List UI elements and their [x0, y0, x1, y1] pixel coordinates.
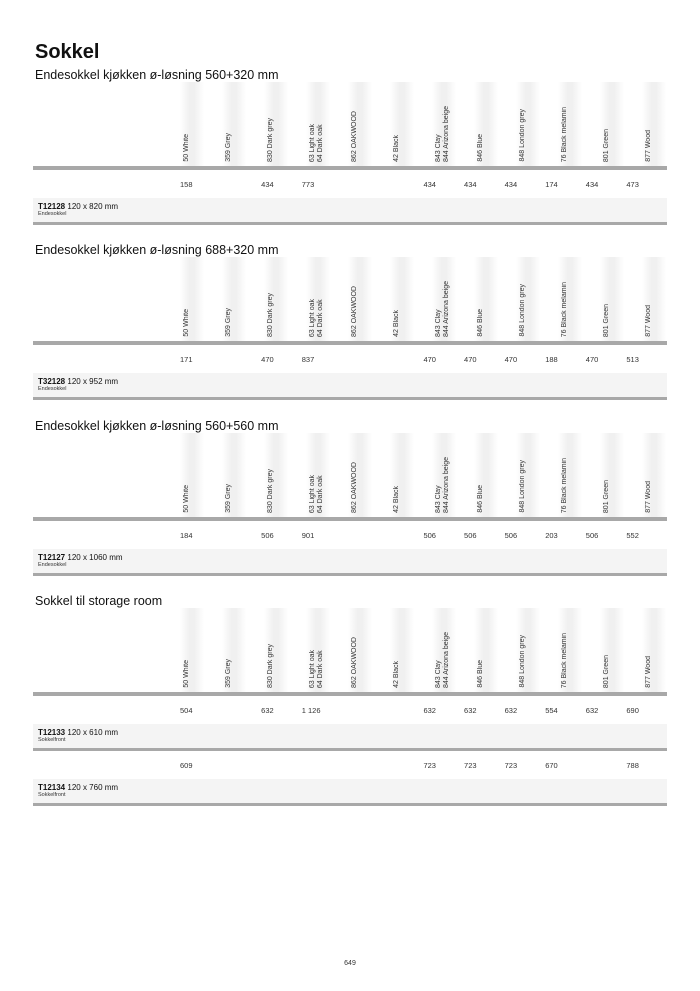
product-size: 120 x 760 mm — [67, 783, 119, 792]
page-number: 649 — [344, 960, 356, 967]
product-code: T12128 — [38, 202, 66, 211]
column-label: 63 Light oak 64 Dark oak — [309, 298, 324, 337]
color-column-header — [218, 608, 260, 692]
price-cell: 552 — [626, 530, 639, 540]
divider — [33, 222, 667, 225]
product-code: T12127 — [38, 553, 66, 562]
column-label: 50 White — [183, 134, 190, 162]
product-size: 120 x 610 mm — [67, 728, 119, 737]
price-cell: 690 — [626, 705, 639, 715]
color-column-header — [218, 433, 260, 517]
color-column-header — [470, 82, 512, 166]
product-description: Endesokkel — [38, 211, 67, 217]
color-column-header — [638, 433, 680, 517]
price-cell: 434 — [585, 179, 599, 189]
price-cell: 632 — [504, 705, 518, 715]
column-label: 843 Clay 844 Arizona beige — [435, 456, 450, 513]
color-column-header — [470, 257, 512, 341]
column-label: 50 White — [183, 660, 190, 688]
product-row — [33, 724, 667, 748]
color-column-header — [260, 82, 302, 166]
divider — [33, 803, 667, 806]
product-description: Endesokkel — [38, 386, 67, 392]
column-header — [33, 608, 667, 692]
price-row — [33, 696, 667, 724]
column-label: 862 OAKWOOD — [351, 637, 358, 688]
color-column-header — [554, 608, 596, 692]
color-column-header — [344, 608, 386, 692]
product-row — [33, 373, 667, 397]
column-label: 76 Black melamin — [561, 106, 568, 162]
price-cell: 837 — [301, 354, 315, 364]
price-row — [33, 345, 667, 373]
color-column-header — [512, 608, 554, 692]
price-section — [33, 68, 667, 225]
color-column-header — [386, 608, 428, 692]
column-label: 830 Dark grey — [267, 118, 274, 162]
product-description: Endesokkel — [38, 562, 67, 568]
price-cell: 506 — [504, 530, 518, 540]
color-column-header — [596, 433, 638, 517]
price-cell: 723 — [423, 760, 436, 770]
color-column-header — [638, 257, 680, 341]
price-cell: 1 126 — [301, 705, 321, 715]
price-row — [33, 751, 667, 779]
column-label: 42 Black — [393, 486, 400, 513]
price-cell: 723 — [504, 760, 518, 770]
price-cell: 506 — [464, 530, 477, 540]
color-column-header — [386, 257, 428, 341]
column-label: 50 White — [183, 309, 190, 337]
price-cell: 434 — [464, 179, 477, 189]
price-cell: 609 — [180, 760, 193, 770]
divider — [33, 573, 667, 576]
column-label: 830 Dark grey — [267, 293, 274, 337]
color-column-header — [386, 433, 428, 517]
column-label: 848 London grey — [519, 284, 526, 337]
price-cell: 632 — [585, 705, 599, 715]
price-cell: 632 — [464, 705, 477, 715]
column-label: 862 OAKWOOD — [351, 111, 358, 162]
product-code: T32128 — [38, 377, 66, 386]
color-column-header — [470, 608, 512, 692]
price-cell: 203 — [545, 530, 558, 540]
color-column-header — [512, 257, 554, 341]
color-column-header — [176, 433, 218, 517]
column-label: 877 Wood — [645, 656, 652, 688]
divider — [33, 397, 667, 400]
color-column-header — [302, 433, 344, 517]
price-cell: 470 — [423, 354, 436, 364]
color-column-header — [260, 433, 302, 517]
product-code: T12134 — [38, 783, 66, 792]
color-column-header — [344, 257, 386, 341]
color-column-header — [344, 82, 386, 166]
column-header — [33, 257, 667, 341]
color-column-header — [638, 82, 680, 166]
price-cell: 434 — [423, 179, 436, 189]
column-label: 76 Black melamin — [561, 632, 568, 688]
color-column-header — [554, 82, 596, 166]
color-column-header — [176, 608, 218, 692]
column-header — [33, 82, 667, 166]
column-label: 848 London grey — [519, 109, 526, 162]
price-cell: 506 — [261, 530, 274, 540]
color-column-header — [218, 257, 260, 341]
column-label: 63 Light oak 64 Dark oak — [309, 474, 324, 513]
price-cell: 188 — [545, 354, 558, 364]
column-label: 877 Wood — [645, 305, 652, 337]
color-column-header — [302, 257, 344, 341]
color-column-header — [470, 433, 512, 517]
color-column-header — [596, 82, 638, 166]
column-label: 801 Green — [603, 654, 610, 688]
column-label: 42 Black — [393, 661, 400, 688]
column-label: 843 Clay 844 Arizona beige — [435, 105, 450, 162]
product-description: Sokkelfront — [38, 792, 66, 798]
product-row — [33, 779, 667, 803]
section-subtitle: Endesokkel kjøkken ø-løsning 560+320 mm — [35, 68, 279, 82]
column-label: 862 OAKWOOD — [351, 462, 358, 513]
column-label: 63 Light oak 64 Dark oak — [309, 123, 324, 162]
color-column-header — [386, 82, 428, 166]
price-cell: 506 — [585, 530, 599, 540]
color-column-header — [176, 257, 218, 341]
column-label: 848 London grey — [519, 460, 526, 513]
price-cell: 773 — [301, 179, 315, 189]
price-cell: 470 — [464, 354, 477, 364]
color-column-header — [512, 82, 554, 166]
section-subtitle: Endesokkel kjøkken ø-løsning 688+320 mm — [35, 243, 279, 257]
price-cell: 158 — [180, 179, 193, 189]
color-column-header — [596, 257, 638, 341]
column-label: 801 Green — [603, 303, 610, 337]
column-label: 843 Clay 844 Arizona beige — [435, 280, 450, 337]
column-label: 846 Blue — [477, 485, 484, 513]
product-size: 120 x 820 mm — [67, 202, 119, 211]
color-column-header — [176, 82, 218, 166]
price-row — [33, 521, 667, 549]
column-label: 846 Blue — [477, 660, 484, 688]
price-cell: 184 — [180, 530, 193, 540]
price-cell: 506 — [423, 530, 436, 540]
color-column-header — [260, 608, 302, 692]
column-header — [33, 433, 667, 517]
price-cell: 470 — [504, 354, 518, 364]
column-label: 801 Green — [603, 128, 610, 162]
price-cell: 513 — [626, 354, 639, 364]
price-cell: 788 — [626, 760, 639, 770]
column-label: 76 Black melamin — [561, 457, 568, 513]
price-section — [33, 594, 667, 806]
price-section — [33, 243, 667, 400]
column-label: 830 Dark grey — [267, 644, 274, 688]
column-label: 359 Grey — [225, 308, 232, 337]
product-row — [33, 549, 667, 573]
price-cell: 434 — [504, 179, 518, 189]
product-size: 120 x 952 mm — [67, 377, 119, 386]
price-row — [33, 170, 667, 198]
color-column-header — [302, 82, 344, 166]
column-label: 50 White — [183, 485, 190, 513]
column-label: 843 Clay 844 Arizona beige — [435, 631, 450, 688]
price-cell: 632 — [423, 705, 436, 715]
color-column-header — [638, 608, 680, 692]
column-label: 359 Grey — [225, 484, 232, 513]
price-cell: 470 — [261, 354, 274, 364]
color-column-header — [596, 608, 638, 692]
column-label: 359 Grey — [225, 659, 232, 688]
column-label: 862 OAKWOOD — [351, 286, 358, 337]
section-subtitle: Sokkel til storage room — [35, 594, 163, 608]
product-description: Sokkelfront — [38, 737, 66, 743]
column-label: 359 Grey — [225, 133, 232, 162]
column-label: 848 London grey — [519, 635, 526, 688]
column-label: 846 Blue — [477, 309, 484, 337]
column-label: 42 Black — [393, 135, 400, 162]
color-column-header — [428, 82, 470, 166]
color-column-header — [428, 257, 470, 341]
price-cell: 504 — [180, 705, 193, 715]
color-column-header — [428, 608, 470, 692]
color-column-header — [554, 257, 596, 341]
column-label: 76 Black melamin — [561, 281, 568, 337]
color-column-header — [260, 257, 302, 341]
color-column-header — [218, 82, 260, 166]
price-cell: 554 — [545, 705, 558, 715]
color-column-header — [512, 433, 554, 517]
price-cell: 632 — [261, 705, 274, 715]
price-cell: 171 — [180, 354, 193, 364]
page-title: Sokkel — [35, 41, 100, 63]
price-cell: 723 — [464, 760, 477, 770]
product-code: T12133 — [38, 728, 66, 737]
price-cell: 670 — [545, 760, 558, 770]
column-label: 846 Blue — [477, 134, 484, 162]
price-cell: 473 — [626, 179, 639, 189]
section-subtitle: Endesokkel kjøkken ø-løsning 560+560 mm — [35, 419, 279, 433]
column-label: 830 Dark grey — [267, 469, 274, 513]
column-label: 877 Wood — [645, 130, 652, 162]
price-section — [33, 419, 667, 576]
price-cell: 174 — [545, 179, 558, 189]
color-column-header — [428, 433, 470, 517]
column-label: 42 Black — [393, 310, 400, 337]
price-cell: 470 — [585, 354, 599, 364]
product-size: 120 x 1060 mm — [67, 553, 123, 562]
color-column-header — [554, 433, 596, 517]
color-column-header — [344, 433, 386, 517]
column-label: 877 Wood — [645, 481, 652, 513]
column-label: 63 Light oak 64 Dark oak — [309, 649, 324, 688]
column-label: 801 Green — [603, 479, 610, 513]
product-row — [33, 198, 667, 222]
color-column-header — [302, 608, 344, 692]
price-cell: 434 — [261, 179, 274, 189]
price-cell: 901 — [301, 530, 315, 540]
